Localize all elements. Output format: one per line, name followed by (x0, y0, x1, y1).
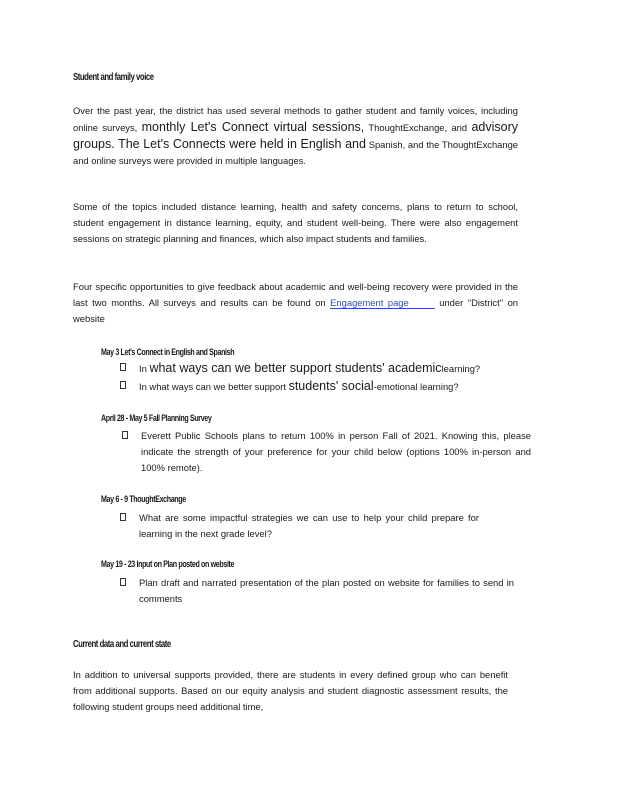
bullet-box-icon (120, 363, 126, 371)
paragraph-opportunities (73, 279, 518, 327)
list-item (122, 428, 532, 478)
event-title-lets-connect: May 3 Let's Connect in English and Spanish (101, 347, 235, 358)
para1-part2: monthly Let's Connect virtual sessions, (141, 120, 365, 134)
paragraph-topics: Some of the topics included distance learning, health and safety concerns, plans to return to school, student engagement in distance learning, equity, and student well-being. There were also engagement sessions on strategic planning and finances, which also impact students and families. (73, 201, 518, 244)
event-title-input-on-plan: May 19 - 23 Input on Plan posted on website (101, 559, 235, 570)
paragraph-voice-methods (73, 103, 518, 169)
bullet-text: Everett Public Schools plans to return 100% in person Fall of 2021. Knowing this, please indicate the strength of your preference for your child below (options 100% in-person and 100% remote). (141, 430, 531, 473)
bullet-text: What are some impactful strategies we can use to help your child prepare for learning in the next grade level? (139, 512, 479, 539)
para1-part5: Spanish, and the ThoughtExchange and online surveys were provided in multiple languages. (73, 139, 519, 166)
section-heading-voice: Student and family voice (73, 72, 154, 83)
bullet-text: Plan draft and narrated presentation of the plan posted on website for families to send in comments (139, 577, 514, 604)
section-heading-current-data: Current data and current state (73, 639, 171, 650)
bullet-text-large: what ways can we better support students' academic (149, 361, 442, 375)
paragraph-current-state: In addition to universal supports provided, there are students in every defined group who can benefit from additional supports. Based on our equity analysis and student diagnostic assessment results, the following student groups need additional time, (73, 669, 508, 712)
para3-before: Four specific opportunities to give feedback about academic and well-being recovery were provided in the last two months. All surveys and results can be found on (73, 281, 518, 308)
bullet-text: In what ways can we better support (139, 381, 286, 392)
list-item (120, 360, 520, 376)
list-item (120, 378, 520, 394)
event-title-thoughtexchange: May 6 - 9 ThoughtExchange (101, 494, 186, 505)
para1-part4: advisory groups. The Let's Connects were held in English and (73, 120, 518, 151)
bullet-text: learning? (441, 363, 481, 374)
bullet-box-icon (122, 431, 128, 439)
bullet-text-large: students' social (288, 379, 374, 393)
engagement-page-link[interactable]: Engagement page (330, 297, 435, 309)
bullet-text: In (139, 363, 147, 374)
bullet-text: -emotional learning? (373, 381, 459, 392)
list-item (120, 575, 520, 609)
bullet-box-icon (120, 578, 126, 586)
bullet-box-icon (120, 513, 126, 521)
bullet-box-icon (120, 381, 126, 389)
para1-part1: Over the past year, the district has used several methods to gather student and family voices, including online surveys, (73, 105, 518, 133)
para3-after: under "District" on website (73, 297, 518, 324)
event-title-fall-planning-survey: April 28 - May 5 Fall Planning Survey (101, 413, 212, 424)
list-item (120, 510, 480, 544)
para1-part3: ThoughtExchange, and (368, 122, 468, 133)
